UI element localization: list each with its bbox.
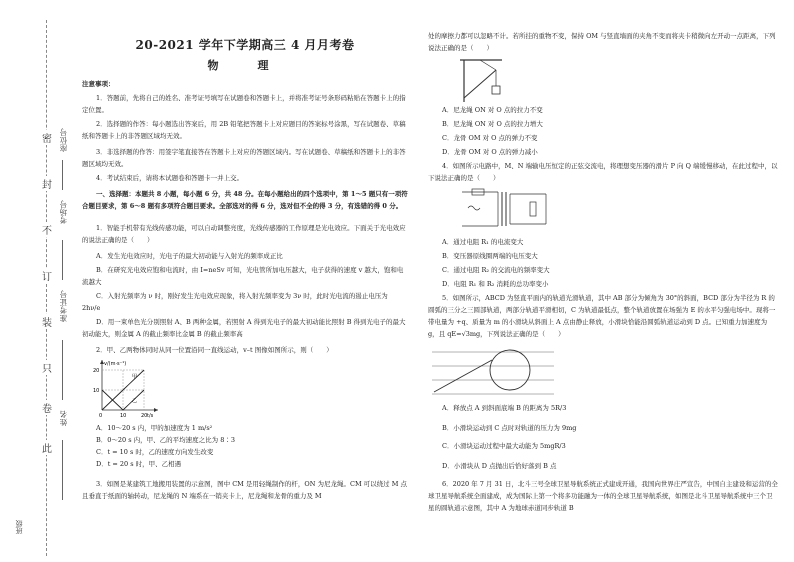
x-axis-label: t/s — [147, 413, 154, 418]
q2-option-b: B．0～20 s 内，甲、乙的平均速度之比为 8∶3 — [96, 436, 235, 444]
q4-stem: 4．如图所示电路中，M、N 端输电压恒定的正弦交流电，将理想变压器的滑片 P 向 Q 端缓慢移动，在此过程中，以下说法正确的是（ ） — [428, 162, 778, 182]
x-axis-arrow — [154, 408, 158, 412]
q3-stem-continued: 处的摩擦力都可以忽略不计。若所挂的重物不变，保持 OM 与竖直墙面的夹角不变而将夹卡稍微向左开动一点距离，下列说法正确的是（ ） — [428, 32, 776, 52]
x-tick-label: 0 — [99, 413, 103, 418]
q2-option-d: D．t = 20 s 时，甲、乙相遇 — [96, 460, 182, 468]
line-label-yi: 乙 — [132, 398, 138, 404]
q2-stem: 2．甲、乙两物体同时从同一位置沿同一直线运动，v–t 图像如图所示，则（ ） — [96, 346, 333, 354]
q1-option-c: C．入射光频率为 ν 时，刚好发生光电效应现象，将入射光频率变为 3ν 时，此时光电流的遏止电压为 2hν/e — [82, 292, 388, 312]
q1-option-b: B．在研究光电效应饱和电流时，由 I=neSv 可知，光电管所加电压越大，电子获得的速度 v 越大，饱和电流越大 — [82, 266, 404, 286]
subject-title: 物 理 — [207, 59, 283, 72]
line-label-jia: 甲 — [132, 374, 138, 380]
section-intro: 一、选择题：本题共 8 小题，每小题 6 分，共 48 分。在每小题给出的四个选项中，第 1～5 题只有一项符合题目要求，第 6～8 题有多项符合题目要求。全部选对的得 6 分，选对但不全的得 3 分，有选错的得 0 分。 — [82, 190, 408, 210]
q5-option-d: D．小滑块从 D 点抛出后恰好落到 B 点 — [442, 462, 557, 470]
y-axis-label: v/(m·s⁻¹) — [104, 361, 127, 367]
q2-option-c: C．t = 10 s 时，乙的速度方向发生改变 — [96, 448, 214, 456]
transformer-core — [502, 192, 506, 226]
q5-figure — [428, 342, 558, 398]
q4-circuit — [458, 186, 554, 232]
x-tick-label: 20 — [141, 413, 148, 418]
seal-char: 密 — [40, 130, 54, 145]
x-tick-label: 10 — [120, 413, 127, 418]
seal-char: 此 — [40, 440, 54, 455]
circular-track — [490, 350, 530, 390]
q4-option-c: C．通过电阻 R₂ 的交流电的频率变大 — [442, 266, 550, 274]
rope-on — [480, 60, 496, 70]
q3-figure — [458, 58, 504, 104]
q5-option-a: A．释放点 A 到斜面底端 B 的距离为 5R/3 — [442, 404, 567, 412]
seal-char: 只 — [40, 360, 54, 375]
q3-option-b: B．尼龙绳 ON 对 O 点的拉力增大 — [442, 120, 543, 128]
note-item: 1．答题前，先将自己的姓名、准考证号填写在试题卷和答题卡上，并将准考证号条形码粘贴在答题卡上的指定位置。 — [82, 94, 406, 114]
incline-ab — [434, 360, 492, 392]
q4-option-d: D．电阻 R₁ 和 R₂ 消耗的总功率变小 — [442, 280, 549, 288]
field-underline — [62, 440, 63, 500]
seal-char: 封 — [40, 176, 54, 191]
rod-om — [464, 70, 496, 98]
q4-option-a: A．通过电阻 R₁ 的电流变大 — [442, 238, 524, 246]
q3-option-c: C．龙骨 OM 对 O 点的弹力不变 — [442, 134, 538, 142]
q4-option-b: B．变压器原线圈两端的电压变大 — [442, 252, 538, 260]
exam-room-label: 考场号 — [59, 200, 68, 224]
weight — [492, 86, 500, 94]
name-label: 姓名 — [59, 410, 68, 426]
y-tick-label: 20 — [93, 368, 100, 374]
note-item: 2．选择题的作答：每小题选出答案后，用 2B 铅笔把答题卡上对应题目的答案标号涂黑，写在试题卷、草稿纸和答题卡上的非答题区域均无效。 — [82, 120, 406, 140]
q5-stem: 5．如图所示，ABCD 为竖直平面内的轨道光滑轨道，其中 AB 部分为倾角为 30°的斜面，BCD 部分为半径为 R 的圆弧的三分之三圆部轨道，两部分轨道平滑相切，C 为轨道最低点，整个轨道放置在场强为 E 的水平匀强电场中。现将一带电量为 +q、质量为 m 的小滑块从斜面上 A 点由静止释放，小滑块恰能沿圆弧轨道运动到 D 点。已知重力加速度为 g，且 qE=√3mg，下列说法正确的是（ ） — [428, 294, 776, 338]
q5-option-b: B．小滑块运动到 C 点时对轨道的压力为 9mg — [442, 424, 577, 432]
q3-option-a: A．尼龙绳 ON 对 O 点的拉力不变 — [442, 106, 543, 114]
ac-source-symbol — [468, 206, 480, 210]
q6-stem: 6．2020 年 7 月 31 日，北斗三号全球卫星导航系统正式建成开通，我国向世界庄严宣告，中国自主建设和运营的全球卫星导航系统全面建成，成为国际上第一个将多功能融为一体的全球卫星导航系统，如图是北斗卫星导航系统中三个卫星的圆轨道示意图，其中 A 为地球赤道同步轨道 B — [428, 480, 778, 512]
field-underline — [62, 340, 63, 400]
y-tick-label: 10 — [93, 388, 100, 394]
q1-stem: 1．智能手机带有光线传感功能，可以自动调整亮度，光线传感器的工作原理是光电效应。下面关于光电效应的说法正确的是（ ） — [82, 224, 406, 244]
note-item: 3．非选择题的作答：用签字笔直接答在答题卡上对应的答题区域内。写在试题卷、草稿纸和答题卡上的非答题区域均无效。 — [82, 148, 406, 168]
exam-title: 20-2021 学年下学期高三 4 月月考卷 — [135, 38, 355, 52]
notes-heading: 注意事项： — [82, 80, 115, 88]
seal-char: 订 — [40, 268, 54, 283]
seal-char: 装 — [40, 314, 54, 329]
q3-option-d: D．龙骨 OM 对 O 点的弹力减小 — [442, 148, 538, 156]
q5-option-c: C．小滑块运动过程中最大动能为 5mgR/3 — [442, 442, 566, 450]
field-underline — [62, 160, 63, 190]
seat-number-label: 座位号 — [59, 128, 68, 152]
admission-number-label: 准考证号 — [59, 290, 68, 322]
field-underline — [62, 240, 63, 280]
binding-dashed-line — [46, 20, 47, 556]
q1-option-a: A．发生光电效应时，光电子的最大初动能与入射光的频率成正比 — [96, 252, 283, 260]
resistor-r2 — [530, 202, 536, 216]
seal-char: 卷 — [40, 400, 54, 415]
q2-option-a: A．10～20 s 内，甲的加速度为 1 m/s² — [96, 424, 213, 432]
seal-char: 不 — [40, 222, 54, 237]
class-label: 班级 — [15, 520, 23, 534]
q2-vt-graph — [92, 356, 162, 418]
q3-stem: 3．如图是某建筑工地搬用装置的示意图，图中 CM 是用轻绳制作的杆，ON 为尼龙绳。CM 可以绕过 M 点且垂直于纸面的轴转动，尼龙绳的 N 端系在一销夹卡上，尼龙绳和龙骨的重力及 M — [82, 480, 407, 500]
note-item: 4．考试结束后，请将本试题卷和答题卡一并上交。 — [96, 174, 244, 182]
q1-option-d: D．用一束单色光分别照射 A、B 两种金属，若照射 A 得到光电子的最大初动能比照射 B 得到光电子的最大初动能大，则金属 A 的截止频率比金属 B 的截止频率高 — [82, 318, 406, 338]
